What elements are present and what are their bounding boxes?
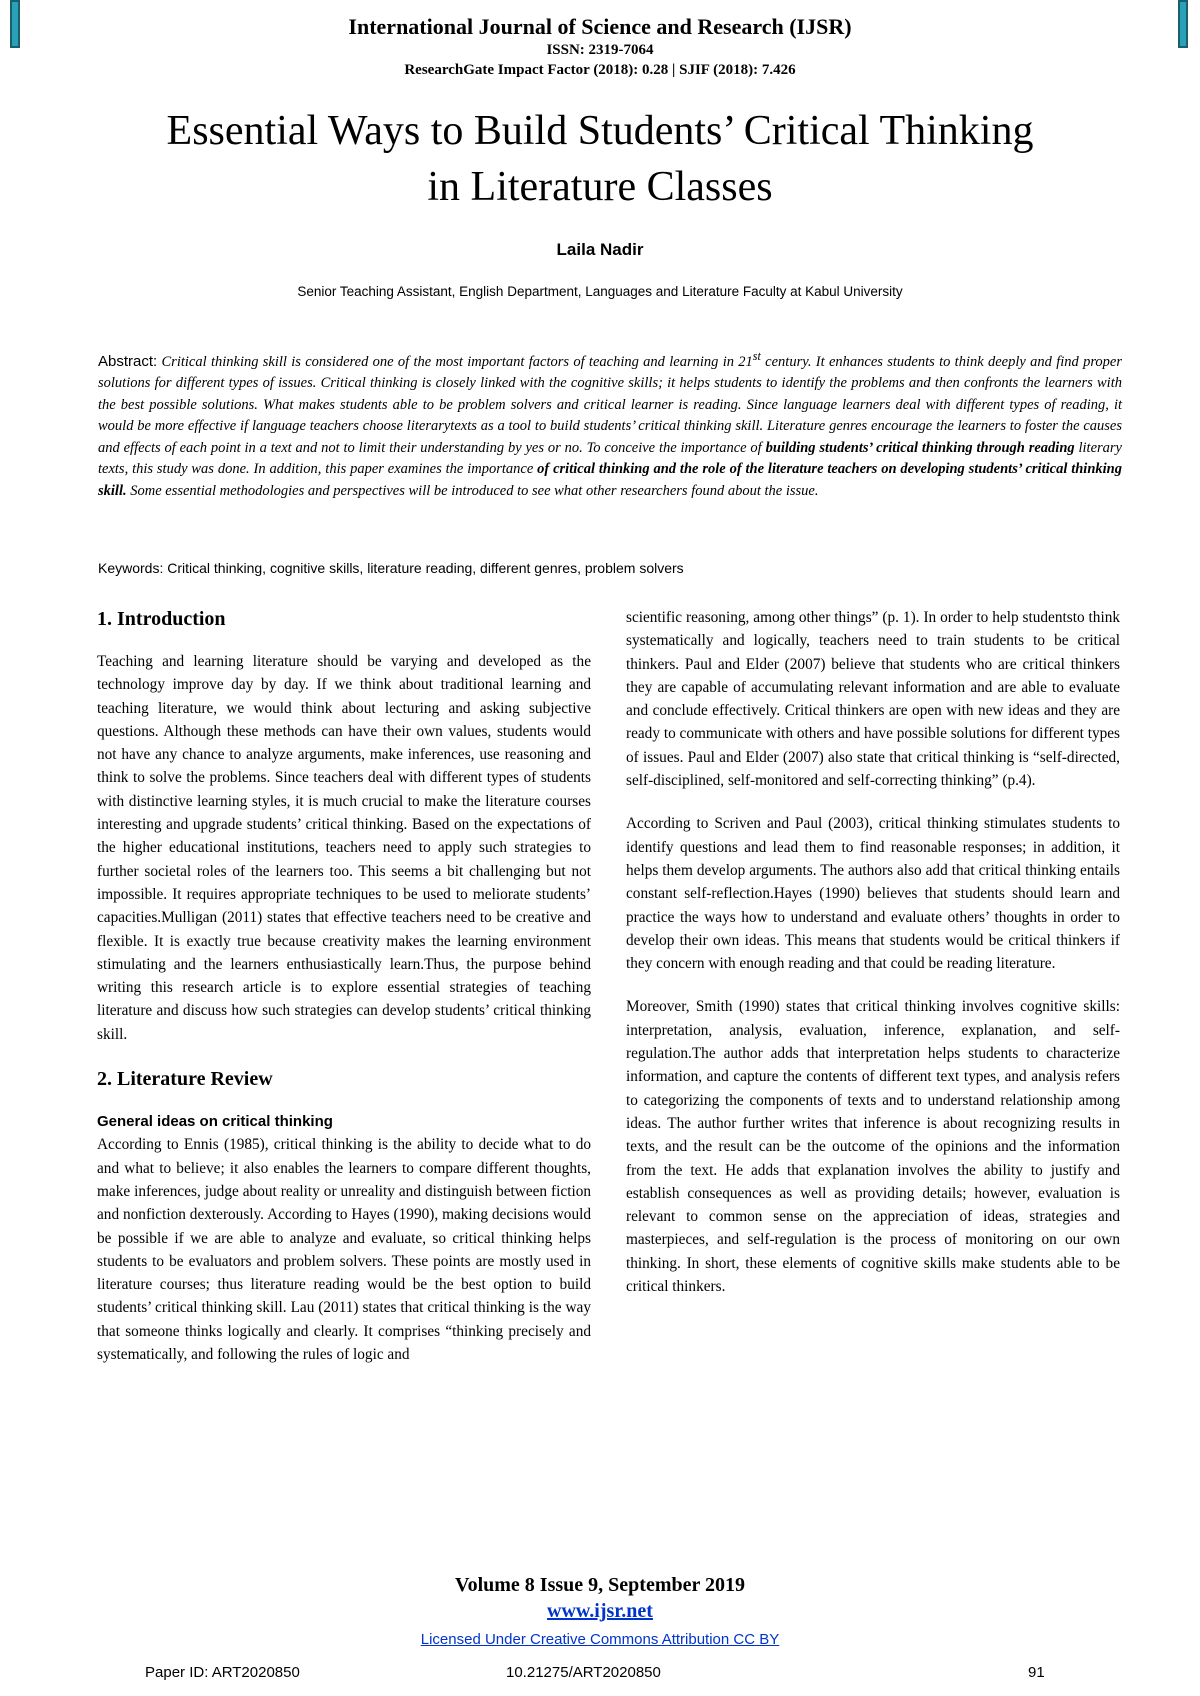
journal-header [0,14,1200,80]
abstract-superscript: st [752,349,761,363]
keywords-text: Critical thinking, cognitive skills, literature reading, different genres, problem solvers [163,560,684,576]
journal-website-link[interactable]: www.ijsr.net [547,1600,653,1622]
right-paragraph-2: According to Scriven and Paul (2003), critical thinking stimulates students to identify questions and lead them to find reasonable responses; in addition, it helps them develop arguments. The authors also add that critical thinking entails constant self-reflection.Hayes (1990) believes that students should learn and practice the ways how to understand and evaluate others’ thoughts in order to develop their own ideas. This means that students would be critical thinkers if they concern with enough reading and that could be reading literature. [626,815,1120,973]
introduction-heading: 1. Introduction [97,608,226,630]
abstract [98,346,1122,502]
right-paragraph-1: scientific reasoning, among other things” (p. 1). In order to help studentsto think systematically and logically, teachers need to train students to be critical thinkers. Paul and Elder (2007) believe that students who are critical thinkers they are capable of accumulating relevant information and are able to evaluate and conclude effectively. Critical thinkers are open with new ideas and they are ready to communicate with others and have possible solutions for different types of issues. Paul and Elder (2007) also state that critical thinking is “self-directed, self-disciplined, self-monitored and self-correcting thinking” (p.4). [626,609,1120,790]
abstract-bold-1: building students’ critical thinking through reading [765,439,1075,456]
keywords [98,560,1122,576]
literature-paragraph: According to Ennis (1985), critical thinking is the ability to decide what to do and what to believe; it also enables the learners to compare different thoughts, make inferences, judge about reality or unreality and distinguish between fiction and nonfiction dexterously. According to Hayes (1990), making decisions would be possible if we are able to analyze and evaluate, so critical thinking helps students to be evaluators and problem solvers. These points are mostly used in literature courses; thus literature reading would be the best option to build students’ critical thinking skill. Lau (2011) states that critical thinking is the way that someone thinks logically and clearly. It comprises “thinking precisely and systematically, and following the rules of logic and [97,1136,591,1364]
abstract-text-3: literary texts, this study was done. In addition, this paper examines the importance [98,439,1122,478]
journal-name: International Journal of Science and Research (IJSR) [348,14,852,39]
abstract-text-4: Some essential methodologies and perspectives will be introduced to see what other researchers found about the issue. [126,482,819,499]
license-link[interactable]: Licensed Under Creative Commons Attribution CC BY [420,1631,780,1648]
volume-issue: Volume 8 Issue 9, September 2019 [454,1574,745,1596]
paper-title-line-2: in Literature Classes [427,164,773,210]
right-paragraph-3: Moreover, Smith (1990) states that critical thinking involves cognitive skills: interpretation, analysis, evaluation, inference, explanation, and self-regulation.The author adds that interpretation helps students to characterize information, and capture the contents of different text types, and analysis refers to categorizing the components of texts and to understand relationship among ideas. The author further writes that inference is about recognizing results in texts, and the result can be the outcome of the opinions and the information from the text. He adds that explanation involves the ability to justify and establish consequences as well as providing details; however, evaluation is relevant to common sense on the appreciation of ideas, strategies and masterpieces, and self-regulation is the process of monitoring on our own thinking. In short, these elements of cognitive skills make students able to be critical thinkers. [626,998,1120,1296]
left-column [97,606,591,1386]
author-name: Laila Nadir [556,240,644,259]
abstract-label: Abstract: [98,352,158,370]
right-column [626,606,1120,1318]
literature-review-heading: 2. Literature Review [97,1068,273,1091]
abstract-text-2: century. It enhances students to think deeply and find proper solutions for different types of issues. Critical thinking is closely linked with the cognitive skills; it helps students to identify the problems and then confronts the learners with the best possible solutions. What makes students able to be problem solvers and critical learner is reading. Since language learners deal with different types of reading, it would be more effective if language teachers choose literarytexts as a tool to build students’ critical thinking skill. Literature genres encourage the learners to foster the causes and effects of each point in a text and not to limit their understanding by yes or no. To conceive the importance of [98,353,1123,456]
author-affiliation: Senior Teaching Assistant, English Department, Languages and Literature Faculty at Kabul University [297,284,903,299]
doi: 10.21275/ART2020850 [506,1664,661,1681]
abstract-text-1: Critical thinking skill is considered one of the most important factors of teaching and learning in 21 [161,353,753,370]
paper-id: Paper ID: ART2020850 [145,1664,300,1681]
issn: ISSN: 2319-7064 [546,42,654,58]
page-number: 91 [1028,1664,1045,1681]
impact-factor: ResearchGate Impact Factor (2018): 0.28 | SJIF (2018): 7.426 [404,62,796,78]
paper-title [0,103,1200,215]
introduction-paragraph: Teaching and learning literature should be varying and developed as the technology improve day by day. If we think about traditional learning and teaching literature, we would think about lecturing and asking subjective questions. Although these methods can have their own values, students would not have any chance to analyze arguments, make inferences, use reasoning and think to solve the problems. Since teachers deal with different types of students with distinctive learning styles, it is much crucial to make the literature courses interesting and upgrade students’ critical thinking. Based on the expectations of the higher educational institutions, teachers need to apply such strategies to further societal roles of the learners too. This seems a bit challenging but not impossible. It requires appropriate techniques to be used to meliorate students’ capacities.Mulligan (2011) states that effective teachers need to be creative and flexible. It is exactly true because creativity makes the learning environment stimulating and the learners enthusiastically learn.Thus, the purpose behind writing this research article is to explore essential strategies of teaching literature and discuss how such strategies can develop students’ critical thinking skill. [97,653,591,1043]
keywords-label: Keywords: [98,560,164,576]
paper-title-line-1: Essential Ways to Build Students’ Critical Thinking [166,108,1034,154]
footer [0,1572,1200,1652]
abstract-bold-2: of critical thinking and the role of the literature teachers on developing students’ critical thinking skill. [98,461,1122,499]
literature-subheading: General ideas on critical thinking [97,1113,333,1131]
